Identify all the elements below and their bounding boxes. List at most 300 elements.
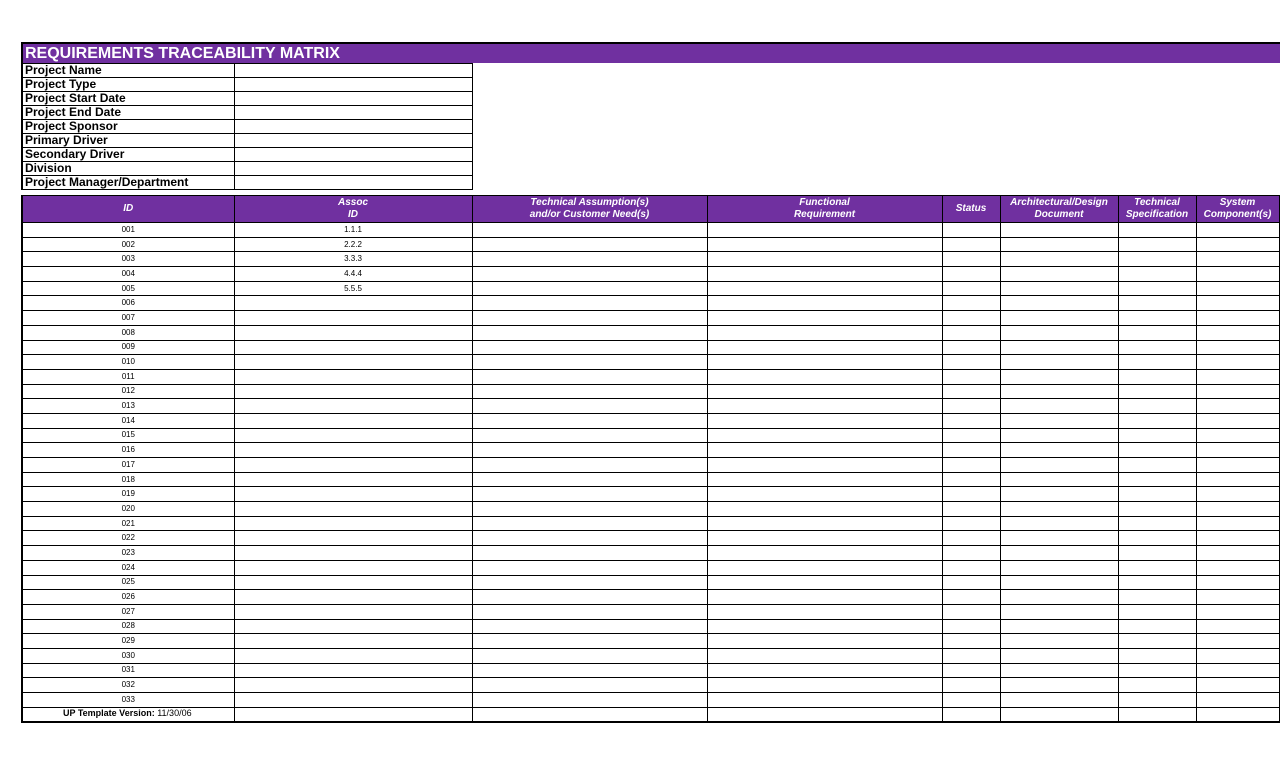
table-cell[interactable] [1118, 531, 1196, 546]
table-cell[interactable] [1196, 590, 1279, 605]
table-cell[interactable] [1000, 252, 1118, 267]
table-cell[interactable] [1000, 399, 1118, 414]
assoc-id-cell[interactable] [234, 619, 472, 634]
table-cell[interactable] [707, 648, 942, 663]
table-cell[interactable] [942, 311, 1000, 326]
table-cell[interactable] [1118, 472, 1196, 487]
table-cell[interactable] [707, 619, 942, 634]
table-cell[interactable] [1196, 502, 1279, 517]
table-cell[interactable] [1118, 369, 1196, 384]
table-cell[interactable] [1196, 355, 1279, 370]
table-cell[interactable] [472, 237, 707, 252]
table-cell[interactable] [707, 237, 942, 252]
table-row [22, 604, 1279, 619]
id-cell[interactable]: 015 [22, 428, 234, 443]
id-cell[interactable]: 008 [22, 325, 234, 340]
table-cell[interactable] [472, 413, 707, 428]
table-cell[interactable] [942, 325, 1000, 340]
table-cell[interactable] [1000, 384, 1118, 399]
table-cell[interactable] [942, 678, 1000, 693]
assoc-id-cell[interactable] [234, 487, 472, 502]
project-info-value-cell[interactable] [234, 162, 472, 176]
assoc-id-cell[interactable] [234, 296, 472, 311]
table-cell[interactable] [1196, 648, 1279, 663]
table-cell[interactable] [707, 311, 942, 326]
table-cell[interactable] [707, 560, 942, 575]
table-cell[interactable] [1196, 237, 1279, 252]
id-cell[interactable]: 009 [22, 340, 234, 355]
table-cell[interactable] [472, 311, 707, 326]
assoc-id-cell[interactable] [234, 663, 472, 678]
assoc-id-cell[interactable] [234, 648, 472, 663]
table-cell[interactable] [1000, 560, 1118, 575]
table-cell[interactable] [1196, 413, 1279, 428]
table-cell[interactable] [1000, 634, 1118, 649]
table-cell[interactable] [1000, 648, 1118, 663]
column-header-line2: Specification [1125, 209, 1189, 220]
assoc-id-cell[interactable] [234, 707, 472, 722]
table-cell[interactable] [1196, 369, 1279, 384]
table-cell[interactable] [1000, 311, 1118, 326]
table-cell[interactable] [942, 384, 1000, 399]
id-cell[interactable]: 032 [22, 678, 234, 693]
id-cell[interactable]: 013 [22, 399, 234, 414]
project-info-row [22, 78, 472, 92]
table-cell[interactable] [1000, 281, 1118, 296]
id-cell[interactable]: 016 [22, 443, 234, 458]
table-cell[interactable] [942, 223, 1000, 238]
table-cell[interactable] [942, 531, 1000, 546]
table-cell[interactable] [1196, 560, 1279, 575]
table-cell[interactable] [1196, 399, 1279, 414]
id-cell[interactable]: 002 [22, 237, 234, 252]
project-info-value-cell[interactable] [234, 92, 472, 106]
table-cell[interactable] [472, 678, 707, 693]
table-cell[interactable] [707, 575, 942, 590]
table-cell[interactable] [472, 296, 707, 311]
table-cell[interactable] [707, 413, 942, 428]
assoc-id-cell[interactable]: 3.3.3 [234, 252, 472, 267]
table-row [22, 296, 1279, 311]
project-info-label: Secondary Driver [22, 148, 234, 162]
table-cell[interactable] [1118, 560, 1196, 575]
table-cell[interactable] [1196, 516, 1279, 531]
assoc-id-cell[interactable]: 1.1.1 [234, 223, 472, 238]
table-cell[interactable] [472, 340, 707, 355]
table-cell[interactable] [1118, 267, 1196, 282]
assoc-id-cell[interactable] [234, 325, 472, 340]
table-cell[interactable] [942, 281, 1000, 296]
table-cell[interactable] [707, 487, 942, 502]
project-info-label: Project Sponsor [22, 120, 234, 134]
table-cell[interactable] [942, 472, 1000, 487]
spreadsheet [21, 42, 1280, 721]
assoc-id-cell[interactable] [234, 428, 472, 443]
project-info-label: Primary Driver [22, 134, 234, 148]
table-cell[interactable] [1196, 443, 1279, 458]
table-cell[interactable] [1196, 458, 1279, 473]
table-cell[interactable] [1196, 340, 1279, 355]
table-cell[interactable] [472, 634, 707, 649]
id-cell[interactable]: 019 [22, 487, 234, 502]
table-cell[interactable] [1000, 237, 1118, 252]
table-cell[interactable] [942, 355, 1000, 370]
table-cell[interactable] [707, 325, 942, 340]
table-cell[interactable] [472, 546, 707, 561]
table-cell[interactable] [1118, 443, 1196, 458]
table-cell[interactable] [472, 648, 707, 663]
table-cell[interactable] [1196, 267, 1279, 282]
column-header [707, 196, 942, 223]
table-cell[interactable] [942, 458, 1000, 473]
table-cell[interactable] [1196, 223, 1279, 238]
table-cell[interactable] [707, 267, 942, 282]
table-cell[interactable] [472, 325, 707, 340]
project-info-value-cell[interactable] [234, 78, 472, 92]
assoc-id-cell[interactable] [234, 546, 472, 561]
id-cell[interactable]: 026 [22, 590, 234, 605]
table-cell[interactable] [472, 693, 707, 708]
table-cell[interactable] [1118, 663, 1196, 678]
table-cell[interactable] [707, 707, 942, 722]
table-cell[interactable] [942, 648, 1000, 663]
table-cell[interactable] [1196, 487, 1279, 502]
assoc-id-cell[interactable] [234, 443, 472, 458]
table-cell[interactable] [1196, 531, 1279, 546]
assoc-id-cell[interactable] [234, 531, 472, 546]
table-cell[interactable] [942, 560, 1000, 575]
table-cell[interactable] [1118, 355, 1196, 370]
table-cell[interactable] [707, 355, 942, 370]
table-cell[interactable] [1196, 472, 1279, 487]
table-cell[interactable] [472, 707, 707, 722]
id-cell[interactable]: 018 [22, 472, 234, 487]
project-info-value-cell[interactable] [234, 64, 472, 78]
assoc-id-cell[interactable] [234, 502, 472, 517]
table-cell[interactable] [1000, 604, 1118, 619]
table-cell[interactable] [1000, 575, 1118, 590]
table-cell[interactable] [1118, 575, 1196, 590]
table-row [22, 590, 1279, 605]
table-cell[interactable] [707, 531, 942, 546]
table-cell[interactable] [1000, 296, 1118, 311]
table-cell[interactable] [942, 340, 1000, 355]
table-cell[interactable] [942, 590, 1000, 605]
table-cell[interactable] [942, 663, 1000, 678]
assoc-id-cell[interactable] [234, 590, 472, 605]
table-cell[interactable] [942, 267, 1000, 282]
table-cell[interactable] [1196, 325, 1279, 340]
id-cell[interactable]: 024 [22, 560, 234, 575]
table-cell[interactable] [472, 267, 707, 282]
assoc-id-cell[interactable] [234, 575, 472, 590]
table-cell[interactable] [1118, 311, 1196, 326]
table-cell[interactable] [1196, 575, 1279, 590]
id-cell[interactable]: 014 [22, 413, 234, 428]
table-cell[interactable] [707, 369, 942, 384]
id-cell[interactable]: 010 [22, 355, 234, 370]
table-cell[interactable] [472, 252, 707, 267]
table-cell[interactable] [1196, 428, 1279, 443]
table-cell[interactable] [1118, 252, 1196, 267]
table-cell[interactable] [707, 693, 942, 708]
column-header-line1: ID [123, 203, 134, 214]
table-cell[interactable] [1000, 458, 1118, 473]
project-info-row [22, 162, 472, 176]
table-cell[interactable] [1196, 252, 1279, 267]
project-info-value-cell[interactable] [234, 120, 472, 134]
table-cell[interactable] [942, 634, 1000, 649]
table-cell[interactable] [1000, 340, 1118, 355]
id-cell[interactable]: 022 [22, 531, 234, 546]
table-cell[interactable] [472, 223, 707, 238]
table-cell[interactable] [1118, 516, 1196, 531]
table-cell[interactable] [707, 399, 942, 414]
table-cell[interactable] [1000, 223, 1118, 238]
table-cell[interactable] [707, 223, 942, 238]
table-cell[interactable] [472, 531, 707, 546]
table-cell[interactable] [1000, 413, 1118, 428]
id-cell[interactable]: 011 [22, 369, 234, 384]
table-cell[interactable] [707, 428, 942, 443]
table-cell[interactable] [1118, 634, 1196, 649]
table-cell[interactable] [942, 502, 1000, 517]
table-cell[interactable] [1118, 296, 1196, 311]
table-cell[interactable] [707, 443, 942, 458]
table-cell[interactable] [1000, 472, 1118, 487]
table-cell[interactable] [472, 472, 707, 487]
table-cell[interactable] [707, 678, 942, 693]
table-cell[interactable] [1118, 281, 1196, 296]
table-cell[interactable] [942, 487, 1000, 502]
id-cell[interactable]: 001 [22, 223, 234, 238]
table-cell[interactable] [472, 590, 707, 605]
id-cell[interactable]: 033 [22, 693, 234, 708]
table-cell[interactable] [472, 458, 707, 473]
template-version-note [63, 708, 192, 718]
table-cell[interactable] [707, 458, 942, 473]
assoc-id-cell[interactable] [234, 384, 472, 399]
id-cell[interactable]: 006 [22, 296, 234, 311]
table-cell[interactable] [472, 443, 707, 458]
id-cell[interactable]: 007 [22, 311, 234, 326]
assoc-id-cell[interactable] [234, 678, 472, 693]
table-cell[interactable] [942, 619, 1000, 634]
assoc-id-cell[interactable] [234, 311, 472, 326]
assoc-id-cell[interactable] [234, 560, 472, 575]
table-row [22, 399, 1279, 414]
table-cell[interactable] [942, 575, 1000, 590]
id-cell[interactable]: 017 [22, 458, 234, 473]
table-cell[interactable] [1118, 384, 1196, 399]
id-cell[interactable]: 005 [22, 281, 234, 296]
table-cell[interactable] [707, 516, 942, 531]
table-cell[interactable] [1118, 604, 1196, 619]
assoc-id-cell[interactable] [234, 634, 472, 649]
table-cell[interactable] [707, 546, 942, 561]
table-cell[interactable] [1000, 678, 1118, 693]
table-cell[interactable] [472, 604, 707, 619]
assoc-id-cell[interactable] [234, 458, 472, 473]
project-info-value-cell[interactable] [234, 148, 472, 162]
assoc-id-cell[interactable]: 5.5.5 [234, 281, 472, 296]
table-cell[interactable] [1000, 531, 1118, 546]
table-cell[interactable] [472, 281, 707, 296]
table-cell[interactable] [707, 281, 942, 296]
table-cell[interactable] [472, 369, 707, 384]
table-cell[interactable] [1196, 546, 1279, 561]
project-info-row [22, 176, 472, 190]
table-cell[interactable] [1000, 663, 1118, 678]
table-cell[interactable] [942, 604, 1000, 619]
id-cell[interactable]: 031 [22, 663, 234, 678]
table-cell[interactable] [472, 575, 707, 590]
table-cell[interactable] [1196, 663, 1279, 678]
table-cell[interactable] [472, 428, 707, 443]
table-cell[interactable] [707, 634, 942, 649]
id-cell[interactable]: 003 [22, 252, 234, 267]
table-cell[interactable] [1118, 487, 1196, 502]
table-cell[interactable] [707, 340, 942, 355]
table-cell[interactable] [1196, 707, 1279, 722]
table-cell[interactable] [707, 472, 942, 487]
table-cell[interactable] [942, 428, 1000, 443]
table-cell[interactable] [1000, 693, 1118, 708]
project-info-row [22, 92, 472, 106]
table-cell[interactable] [942, 413, 1000, 428]
table-cell[interactable] [1118, 546, 1196, 561]
table-cell[interactable] [1000, 428, 1118, 443]
id-cell[interactable]: 021 [22, 516, 234, 531]
table-row [22, 619, 1279, 634]
table-cell[interactable] [707, 296, 942, 311]
id-cell[interactable]: 027 [22, 604, 234, 619]
id-cell[interactable]: 025 [22, 575, 234, 590]
table-cell[interactable] [1000, 619, 1118, 634]
table-cell[interactable] [1118, 502, 1196, 517]
table-cell[interactable] [472, 619, 707, 634]
table-cell[interactable] [472, 487, 707, 502]
table-cell[interactable] [1196, 281, 1279, 296]
project-info-row [22, 120, 472, 134]
table-cell[interactable] [1000, 546, 1118, 561]
table-cell[interactable] [942, 296, 1000, 311]
table-cell[interactable] [1000, 325, 1118, 340]
table-cell[interactable] [472, 516, 707, 531]
table-cell[interactable] [1196, 634, 1279, 649]
table-cell[interactable] [1118, 428, 1196, 443]
table-cell[interactable] [1118, 693, 1196, 708]
table-cell[interactable] [942, 399, 1000, 414]
table-cell[interactable] [707, 252, 942, 267]
table-cell[interactable] [1118, 619, 1196, 634]
id-cell[interactable]: 012 [22, 384, 234, 399]
table-cell[interactable] [1118, 413, 1196, 428]
table-cell[interactable] [707, 590, 942, 605]
assoc-id-cell[interactable] [234, 413, 472, 428]
table-cell[interactable] [472, 502, 707, 517]
table-cell[interactable] [1118, 325, 1196, 340]
table-cell[interactable] [1000, 369, 1118, 384]
table-cell[interactable] [942, 252, 1000, 267]
table-cell[interactable] [942, 237, 1000, 252]
assoc-id-cell[interactable] [234, 472, 472, 487]
id-cell[interactable]: 023 [22, 546, 234, 561]
table-cell[interactable] [1196, 296, 1279, 311]
table-cell[interactable] [1196, 619, 1279, 634]
table-cell[interactable] [1196, 693, 1279, 708]
table-cell[interactable] [1196, 604, 1279, 619]
table-cell[interactable] [1000, 590, 1118, 605]
column-header-line2: ID [348, 209, 358, 220]
id-cell[interactable]: 028 [22, 619, 234, 634]
table-row [22, 472, 1279, 487]
table-cell[interactable] [1118, 237, 1196, 252]
assoc-id-cell[interactable] [234, 369, 472, 384]
table-cell[interactable] [942, 516, 1000, 531]
table-cell[interactable] [1118, 223, 1196, 238]
table-cell[interactable] [1118, 399, 1196, 414]
table-cell[interactable] [1118, 340, 1196, 355]
project-info-value-cell[interactable] [234, 176, 472, 190]
table-cell[interactable] [942, 443, 1000, 458]
table-cell[interactable] [472, 663, 707, 678]
table-cell[interactable] [707, 502, 942, 517]
assoc-id-cell[interactable] [234, 693, 472, 708]
assoc-id-cell[interactable] [234, 516, 472, 531]
table-cell[interactable] [942, 707, 1000, 722]
table-cell[interactable] [1118, 458, 1196, 473]
table-cell[interactable] [1000, 487, 1118, 502]
table-cell[interactable] [1196, 678, 1279, 693]
table-cell[interactable] [1118, 707, 1196, 722]
id-cell[interactable]: 020 [22, 502, 234, 517]
table-cell[interactable] [942, 369, 1000, 384]
assoc-id-cell[interactable] [234, 604, 472, 619]
table-cell[interactable] [472, 384, 707, 399]
project-info-value-cell[interactable] [234, 106, 472, 120]
table-cell[interactable] [472, 355, 707, 370]
table-cell[interactable] [1000, 443, 1118, 458]
table-cell[interactable] [1118, 678, 1196, 693]
table-cell[interactable] [1196, 311, 1279, 326]
table-cell[interactable] [472, 560, 707, 575]
table-cell[interactable] [942, 693, 1000, 708]
table-cell[interactable] [707, 384, 942, 399]
assoc-id-cell[interactable] [234, 355, 472, 370]
assoc-id-cell[interactable] [234, 340, 472, 355]
table-cell[interactable] [1118, 648, 1196, 663]
table-cell[interactable] [707, 663, 942, 678]
assoc-id-cell[interactable] [234, 399, 472, 414]
table-cell[interactable] [1000, 355, 1118, 370]
project-info-value-cell[interactable] [234, 134, 472, 148]
assoc-id-cell[interactable]: 2.2.2 [234, 237, 472, 252]
id-cell[interactable]: 029 [22, 634, 234, 649]
assoc-id-cell[interactable]: 4.4.4 [234, 267, 472, 282]
table-cell[interactable] [1196, 384, 1279, 399]
table-cell[interactable] [1000, 502, 1118, 517]
table-cell[interactable] [1000, 516, 1118, 531]
id-cell[interactable]: 004 [22, 267, 234, 282]
table-cell[interactable] [1118, 590, 1196, 605]
table-cell[interactable] [1000, 707, 1118, 722]
table-cell[interactable] [942, 546, 1000, 561]
table-cell[interactable] [707, 604, 942, 619]
table-cell[interactable] [472, 399, 707, 414]
table-cell[interactable] [1000, 267, 1118, 282]
id-cell[interactable]: 030 [22, 648, 234, 663]
